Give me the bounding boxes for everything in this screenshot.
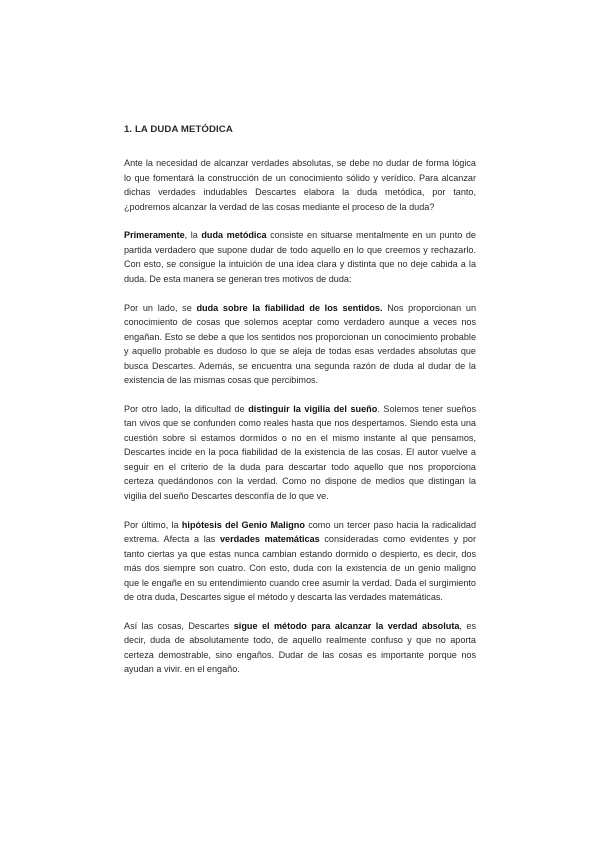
document-body	[124, 114, 476, 691]
paragraph-senses	[124, 301, 476, 388]
text-run: consiste en situarse mentalmente en un punto de partida verdadero que supone dudar de todo aquello en lo que creemos y rechazarlo. Con esto, se consigue la intuición de una idea clara y distinta que no deje cabida a la duda. De esta manera se generan tres motivos de duda:	[124, 230, 476, 284]
text-run: , la	[184, 230, 202, 241]
text-run: Nos proporcionan un conocimiento de cosas que solemos aceptar como verdadero aunque a veces nos engañan. Esto se debe a que los sentidos nos proporcionan un conocimiento probable y aquello probable es dudoso lo que se aleja de todas esas verdades absolutas que busca Descartes. Además, se encuentra una segunda razón de duda al dudar de la existencia de las mismas cosas que percibimos.	[124, 302, 477, 386]
paragraph-intro	[124, 156, 476, 214]
paragraph-methodical-doubt	[124, 228, 476, 286]
bold-primeramente: Primeramente	[124, 230, 185, 241]
bold-duda-metodica: duda metódica	[201, 230, 267, 241]
text-run: , es decir, duda de absolutamente todo, de aquello realmente confuso y que no aporta certeza demostrable, sino engaños. Dudar de las cosas es importante porque nos ayudan a vivir. en el engaño.	[124, 620, 476, 675]
paragraph-conclusion	[124, 619, 476, 677]
bold-genio-maligno: hipótesis del Genio Maligno	[181, 519, 305, 530]
text-run: Por un lado, se	[124, 302, 197, 313]
bold-vigilia-sueno: distinguir la vigilia del sueño	[248, 403, 378, 414]
paragraph-dream	[124, 402, 476, 504]
bold-fiabilidad-sentidos: duda sobre la fiabilidad de los sentidos.	[196, 302, 383, 313]
section-title: 1. LA DUDA METÓDICA	[124, 124, 233, 135]
paragraph-intro-text: Ante la necesidad de alcanzar verdades absolutas, se debe no dudar de forma lógica lo que fomentará la construcción de un conocimiento sólido y verídico. Para alcanzar dichas verdades indudables Descartes elabora la duda metódica, por tanto, ¿podremos alcanzar la verdad de las cosas mediante el proceso de la duda?	[124, 158, 476, 212]
paragraph-evil-genius	[124, 518, 476, 605]
text-run: Así las cosas, Descartes	[124, 620, 234, 631]
bold-verdades-matematicas: verdades matemáticas	[220, 534, 320, 545]
text-run: . Solemos tener sueños tan vivos que se confunden como reales hasta que nos despertamos. Siendo esta una cuestión sobre si estamos dormidos o no en el mismo instante al que pensamos, Descartes incide en la poca fiabilidad de la existencia de las cosas. El autor vuelve a seguir en el criterio de la duda para descartar todo aquello que nos proporciona certeza quedándonos con la verdad. Como no dispone de medios que distingan la vigilia del sueño Descartes desconfía de lo que ve.	[124, 403, 476, 501]
text-run: Por último, la	[124, 519, 182, 530]
text-run: consideradas como evidentes y por tanto ciertas ya que estas nunca cambian estando dormido o despierto, es decir, dos más dos siempre son cuatro. Con esto, duda con la existencia de un genio maligno que le engañe en su entendimiento cuando cree asumir la verdad. Dada el surgimiento de otra duda, Descartes sigue el método y descarta las verdades matemáticas.	[124, 534, 476, 603]
text-run: Por otro lado, la dificultad de	[124, 403, 249, 414]
bold-verdad-absoluta: sigue el método para alcanzar la verdad absoluta	[233, 620, 460, 631]
text-run: como un tercer paso hacia la radicalidad extrema. Afecta a las	[124, 519, 476, 545]
